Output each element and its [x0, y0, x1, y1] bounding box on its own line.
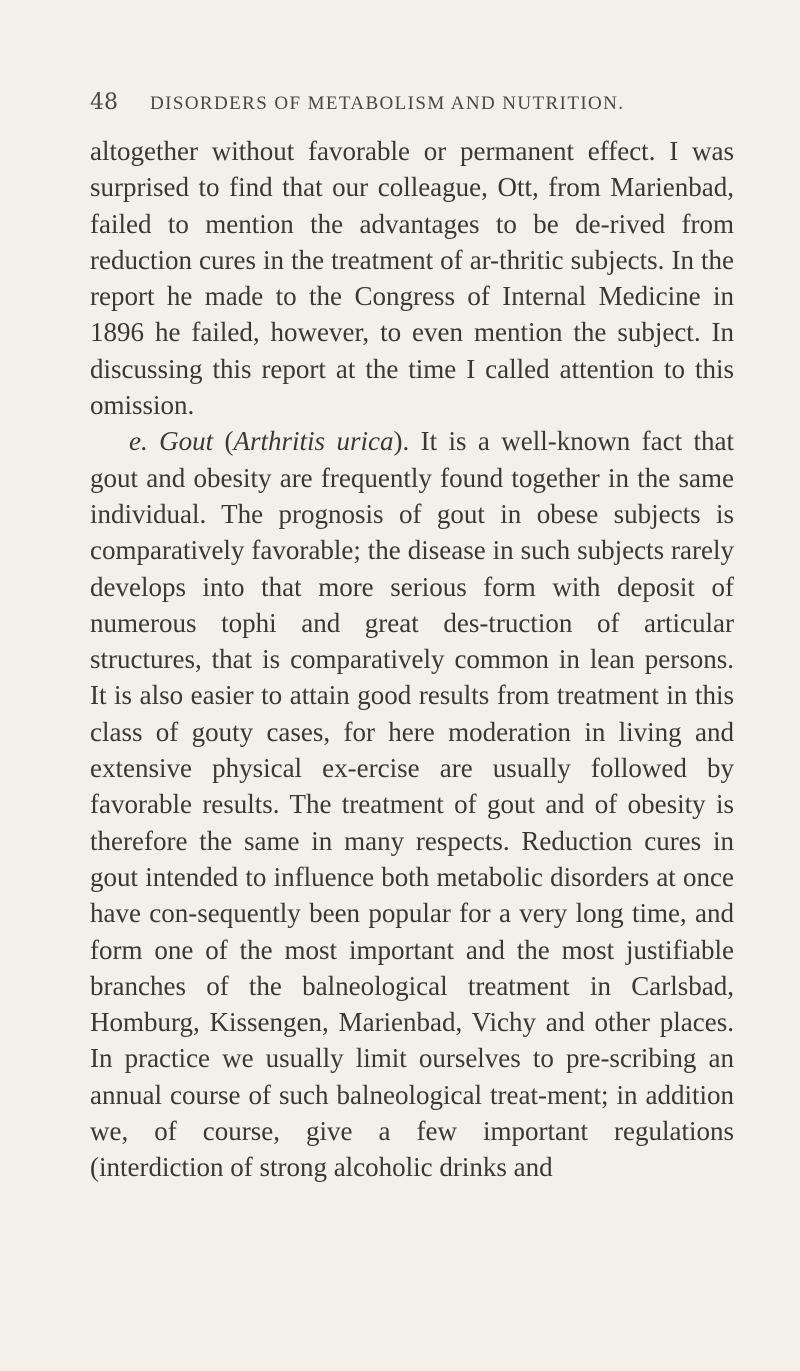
paragraph-2: [90, 423, 734, 1185]
body-text: [90, 133, 734, 1186]
paragraph-1: altogether without favorable or permanent effect. I was surprised to find that our colleague, Ott, from Marienbad, failed to mention the advantages to be de-rived from reduction cures in the treatment of ar-thritic subjects. In the report he made to the Congress of Internal Medicine in 1896 he failed, however, to even mention the subject. In discussing this report at the time I called attention to this omission.: [90, 136, 734, 421]
latin-close-paren: ).: [393, 426, 410, 457]
paragraph-2-text: It is a well-known fact that gout and obesity are frequently found together in the same individual. The prognosis of gout in obese subjects is comparatively favorable; the disease in such subjects rarely develops into that more serious form with deposit of numerous tophi and great des-truction of articular structures, that is comparatively common in lean persons. It is also easier to attain good results from treatment in this class of gouty cases, for here moderation in living and extensive physical ex-ercise are usually followed by favorable results. The treatment of gout and of obesity is therefore the same in many respects. Reduction cures in gout intended to influence both metabolic disorders at once have con-sequently been popular for a very long time, and form one of the most important and the most justifiable branches of the balneological treatment in Carlsbad, Homburg, Kissengen, Marienbad, Vichy and other places. In practice we usually limit ourselves to pre-scribing an annual course of such balneological treat-ment; in addition we, of course, give a few important regulations (interdiction of strong alcoholic drinks and: [90, 426, 735, 1183]
section-title: Gout: [159, 426, 214, 457]
section-latin-name: Arthritis urica: [233, 426, 394, 457]
page-number: 48: [90, 90, 118, 115]
running-header: [90, 90, 730, 130]
latin-open-paren: (: [224, 426, 234, 457]
section-label: e.: [129, 426, 148, 457]
running-title: DISORDERS OF METABOLISM AND NUTRITION.: [150, 93, 625, 114]
